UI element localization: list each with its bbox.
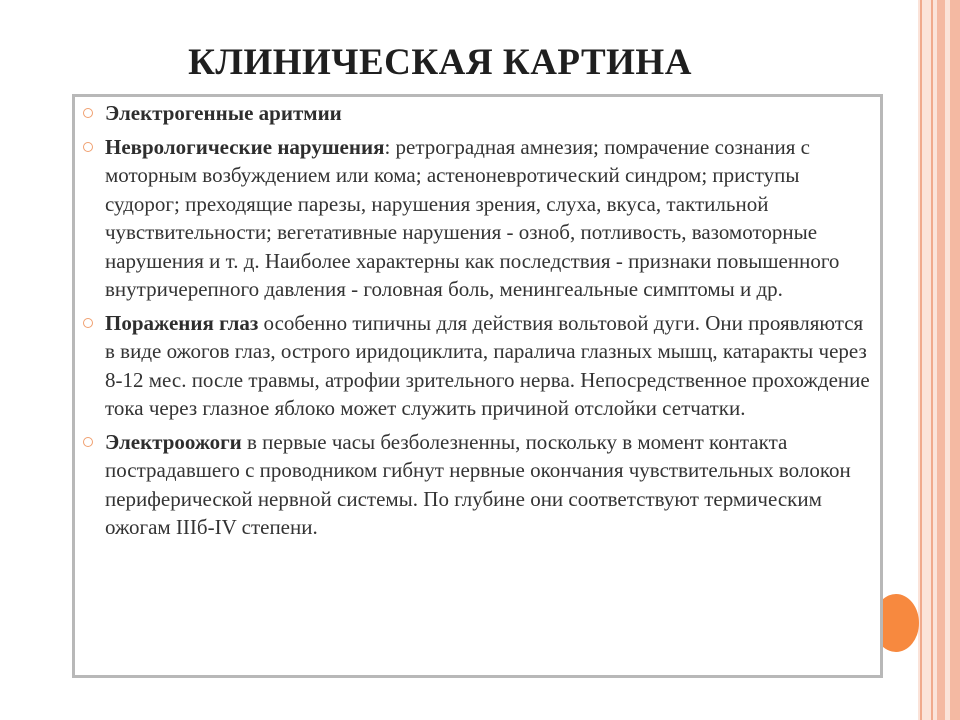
bullet-item-eye-damage — [105, 309, 875, 423]
bullet-text: : ретроградная амнезия; помрачение сознания с моторным возбуждением или кома; астеноневротический синдром; приступы судорог; преходящие парезы, нарушения зрения, слуха, вкуса, тактильной чувствительности; вегетативные нарушения - озноб, потливость, вазомоторные нарушения и т. д. Наиболее характерны как последствия - признаки повышенного внутричерепного давления - головная боль, менингеальные симптомы и др. — [105, 134, 840, 301]
decorative-stripe — [950, 0, 960, 720]
bullet-heading: Электрогенные аритмии — [105, 101, 342, 125]
bullet-heading: Электроожоги — [105, 429, 242, 454]
circle-bullet-icon — [83, 142, 93, 152]
bullet-text: в первые часы безболезненны, поскольку в момент контакта пострадавшего с проводником гибнут нервные окончания чувствительных волокон периферической нервной системы. По глубине они соответствуют термическим ожогам IIIб-IV степени. — [105, 429, 851, 540]
bullet-item-arrhythmias — [105, 99, 875, 127]
decorative-stripe — [937, 0, 945, 720]
slide-title: КЛИНИЧЕСКАЯ КАРТИНА — [188, 42, 692, 83]
bullet-heading: Поражения глаз — [105, 310, 259, 335]
circle-bullet-icon — [83, 437, 93, 447]
bullet-list — [105, 99, 875, 547]
decorative-stripe — [931, 0, 933, 720]
bullet-text: особенно типичны для действия вольтовой дуги. Они проявляются в виде ожогов глаз, острого иридоциклита, паралича глазных мышц, катаракты через 8-12 мес. после травмы, атрофии зрительного нерва. Непосредственное прохождение тока через глазное яблоко может служить причиной отслойки сетчатки. — [105, 310, 870, 421]
circle-bullet-icon — [83, 108, 93, 118]
bullet-heading: Неврологические нарушения — [105, 134, 385, 159]
circle-bullet-icon — [83, 318, 93, 328]
decorative-stripe — [920, 0, 922, 720]
bullet-item-electroburns — [105, 428, 875, 542]
bullet-item-neurological — [105, 133, 875, 303]
